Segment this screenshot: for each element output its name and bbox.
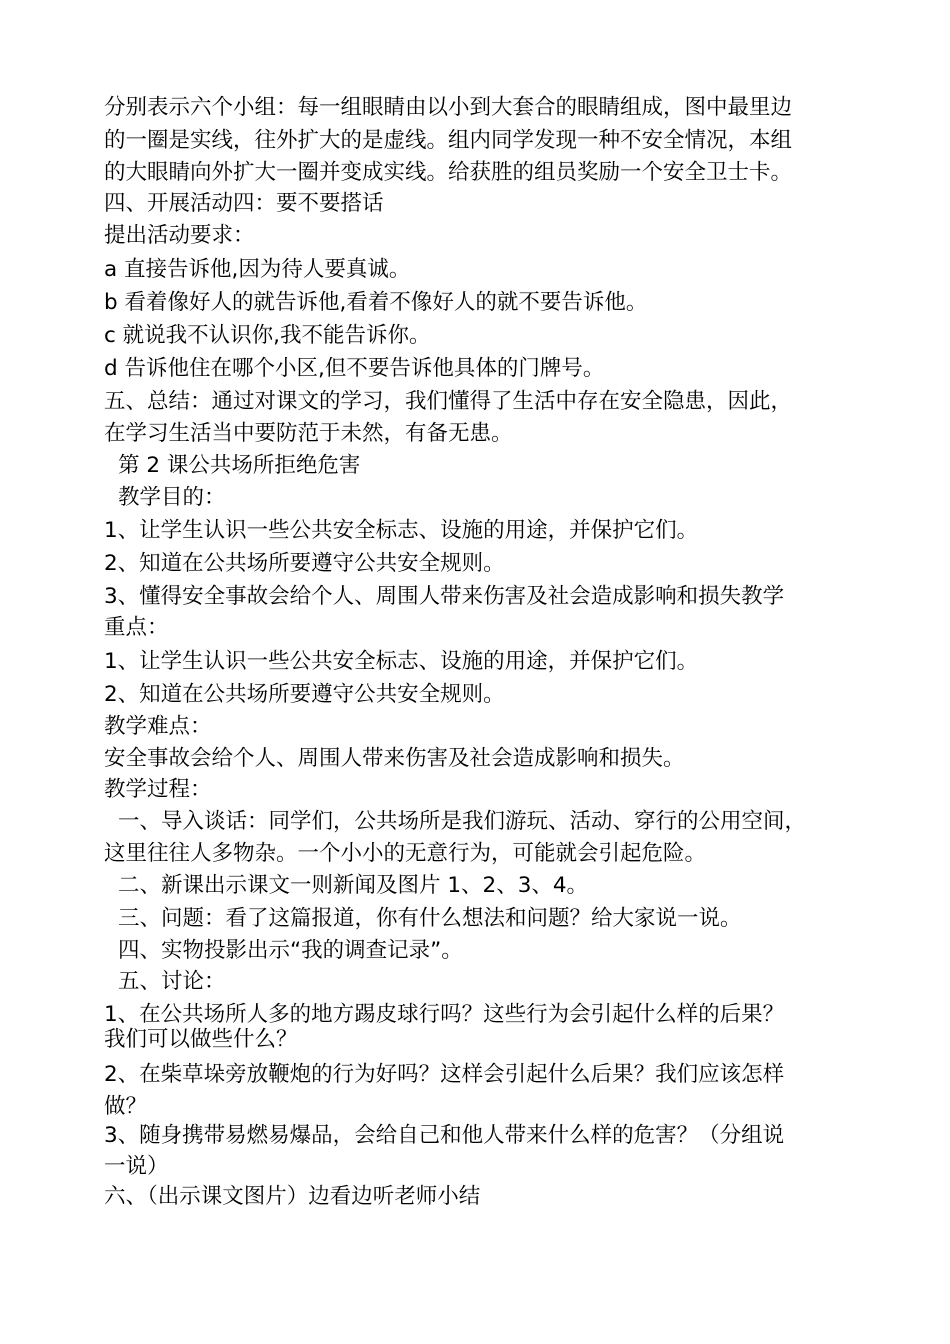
text-line: 做？ <box>104 1094 148 1119</box>
text-line: 一说） <box>104 1154 169 1179</box>
option-c: c 就说我不认识你,我不能告诉你。 <box>104 323 431 348</box>
list-item: 1、让学生认识一些公共安全标志、设施的用途，并保护它们。 <box>104 518 699 543</box>
list-item: 1、让学生认识一些公共安全标志、设施的用途，并保护它们。 <box>104 649 699 674</box>
text-line: 我们可以做些什么？ <box>104 1027 298 1052</box>
option-a: a 直接告诉他,因为待人要真诚。 <box>104 257 411 282</box>
text-line: 分别表示六个小组：每一组眼睛由以小到大套合的眼睛组成，图中最里边 <box>104 95 793 120</box>
list-item: 3、懂得安全事故会给个人、周围人带来伤害及社会造成影响和损失教学 <box>104 584 785 609</box>
text-line: 的一圈是实线，往外扩大的是虚线。组内同学发现一种不安全情况，本组 <box>104 128 793 153</box>
section-heading: 六、（出示课文图片）边看边听老师小结 <box>104 1184 481 1209</box>
text-line: 教学难点： <box>104 714 212 739</box>
list-item: 3、随身携带易燃易爆品，会给自己和他人带来什么样的危害？（分组说 <box>104 1123 785 1148</box>
text-line: 教学过程： <box>104 777 212 802</box>
text-line: 教学目的： <box>118 485 226 510</box>
text-line: 一、导入谈话：同学们，公共场所是我们游玩、活动、穿行的公用空间， <box>118 809 807 834</box>
section-heading: 五、总结：通过对课文的学习，我们懂得了生活中存在安全隐患，因此， <box>104 389 793 414</box>
section-heading: 四、开展活动四：要不要搭话 <box>104 191 384 216</box>
text-line: 二、新课出示课文一则新闻及图片 1、2、3、4。 <box>118 873 589 898</box>
text-line: 这里往往人多物杂。一个小小的无意行为，可能就会引起危险。 <box>104 841 707 866</box>
list-item: 1、在公共场所人多的地方踢皮球行吗？这些行为会引起什么样的后果？ <box>104 1002 785 1027</box>
text-line: 安全事故会给个人、周围人带来伤害及社会造成影响和损失。 <box>104 746 685 771</box>
list-item: 2、知道在公共场所要遵守公共安全规则。 <box>104 682 505 707</box>
text-line: 五、讨论： <box>118 969 226 994</box>
text-line: 在学习生活当中要防范于未然，有备无患。 <box>104 421 513 446</box>
text-line: 提出活动要求： <box>104 223 255 248</box>
lesson-title: 第 2 课公共场所拒绝危害 <box>118 453 361 478</box>
list-item: 2、知道在公共场所要遵守公共安全规则。 <box>104 551 505 576</box>
text-line: 四、实物投影出示“我的调查记录”。 <box>118 938 463 963</box>
option-d: d 告诉他住在哪个小区,但不要告诉他具体的门牌号。 <box>104 356 605 381</box>
text-line: 的大眼睛向外扩大一圈并变成实线。给获胜的组员奖励一个安全卫士卡。 <box>104 160 793 185</box>
text-line: 三、问题：看了这篇报道，你有什么想法和问题？给大家说一说。 <box>118 906 742 931</box>
option-b: b 看着像好人的就告诉他,看着不像好人的就不要告诉他。 <box>104 290 648 315</box>
text-line: 重点： <box>104 615 169 640</box>
list-item: 2、在柴草垛旁放鞭炮的行为好吗？这样会引起什么后果？我们应该怎样 <box>104 1062 785 1087</box>
